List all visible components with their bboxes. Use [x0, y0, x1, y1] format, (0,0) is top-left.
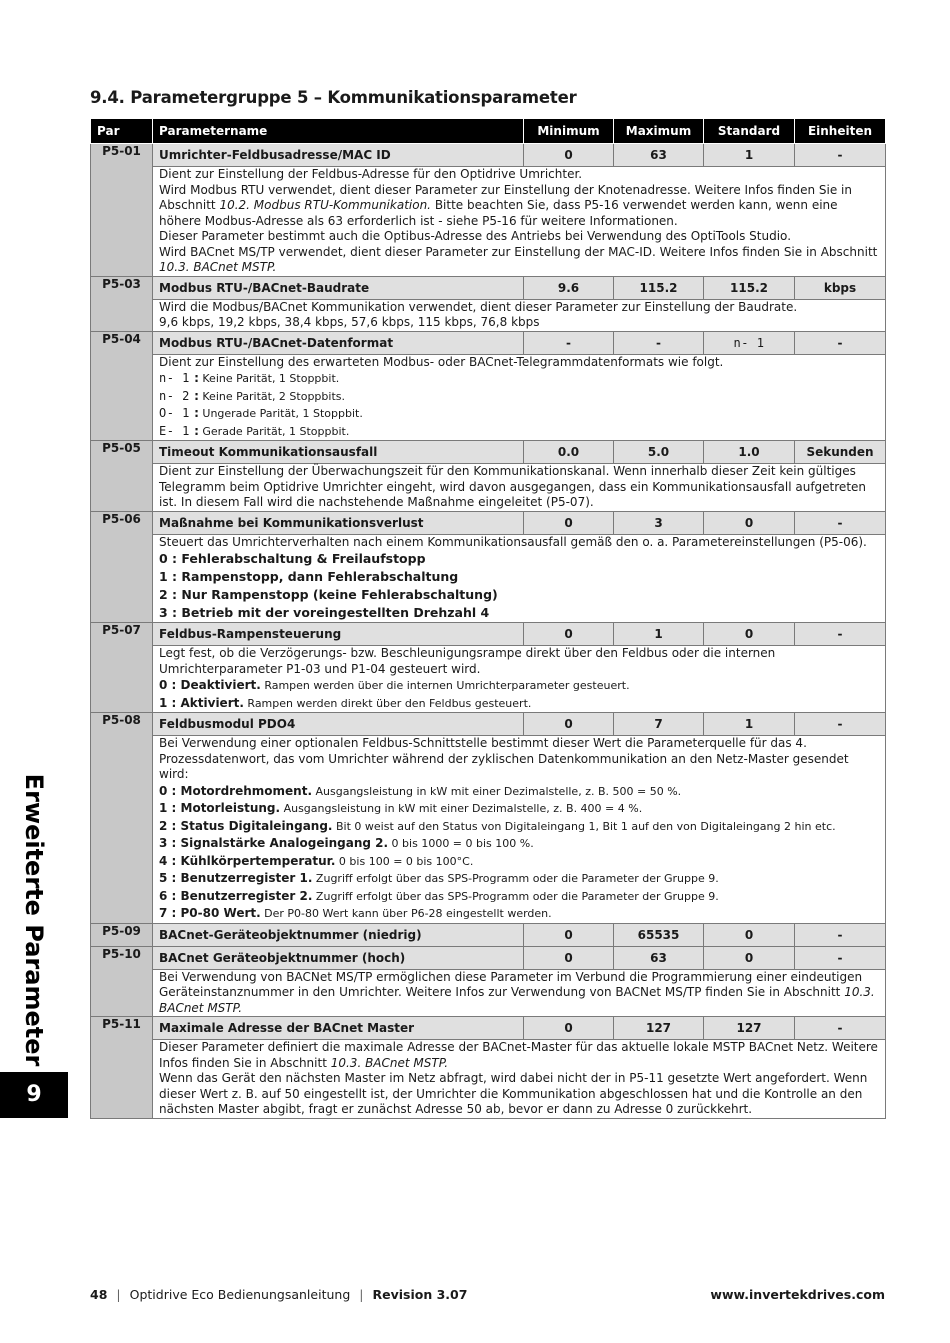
param-unit: - — [795, 144, 886, 167]
param-unit: - — [795, 511, 886, 534]
param-min: 0.0 — [524, 441, 614, 464]
page-number: 48 — [90, 1287, 108, 1302]
table-row — [91, 464, 886, 512]
param-default: 0 — [704, 946, 795, 969]
option-item: 5 : Benutzerregister 1. Zugriff erfolgt über das SPS-Programm oder die Parameter der Gruppe 9. — [159, 871, 719, 885]
param-min: 0 — [524, 144, 614, 167]
desc-line: Dient zur Einstellung des erwarteten Modbus- oder BACnet-Telegrammdatenformats wie folgt. — [159, 354, 724, 369]
option-item: O- 1 : Ungerade Parität, 1 Stoppbit. — [159, 406, 363, 420]
param-default: n- 1 — [704, 331, 795, 354]
param-default: 1 — [704, 144, 795, 167]
option-item: 1 : Rampenstopp, dann Fehlerabschaltung — [159, 569, 459, 584]
param-max: 5.0 — [614, 441, 704, 464]
param-min: - — [524, 331, 614, 354]
param-max: - — [614, 331, 704, 354]
param-description — [153, 299, 886, 331]
param-default: 0 — [704, 623, 795, 646]
col-par: Par — [91, 119, 153, 144]
website-link[interactable]: www.invertekdrives.com — [710, 1287, 885, 1302]
param-max: 3 — [614, 511, 704, 534]
col-standard: Standard — [704, 119, 795, 144]
param-unit: - — [795, 623, 886, 646]
param-min: 0 — [524, 713, 614, 736]
table-row — [91, 969, 886, 1017]
table-row — [91, 713, 886, 736]
side-chapter-title: Erweiterte Parameter — [20, 773, 48, 1067]
col-maximum: Maximum — [614, 119, 704, 144]
table-row — [91, 441, 886, 464]
param-default: 115.2 — [704, 276, 795, 299]
param-max: 65535 — [614, 923, 704, 946]
option-item: 0 : Motordrehmoment. Ausgangsleistung in kW mit einer Dezimalstelle, z. B. 500 = 50 %. — [159, 783, 682, 798]
param-unit: - — [795, 331, 886, 354]
param-default: 1.0 — [704, 441, 795, 464]
table-row — [91, 923, 886, 946]
table-row — [91, 623, 886, 646]
param-description — [153, 354, 886, 441]
param-name: Modbus RTU-/BACnet-Datenformat — [153, 331, 524, 354]
param-id: P5-07 — [91, 623, 153, 713]
table-row — [91, 1017, 886, 1040]
param-name: Maximale Adresse der BACnet Master — [153, 1017, 524, 1040]
param-id: P5-11 — [91, 1017, 153, 1119]
option-item: 2 : Nur Rampenstopp (keine Fehlerabschaltung) — [159, 587, 498, 602]
param-default: 0 — [704, 511, 795, 534]
table-row — [91, 299, 886, 331]
param-name: Modbus RTU-/BACnet-Baudrate — [153, 276, 524, 299]
table-row — [91, 736, 886, 924]
param-max: 63 — [614, 946, 704, 969]
desc-line: Bei Verwendung von BACNet MS/TP ermöglichen diese Parameter im Verbund die Programmierung einer eindeutigen Geräteinstanznummer in den Umrichter. Weitere Infos zur Verwendung von BACNet MS/TP finden Sie in Abschnitt 10.3. BACnet MSTP. — [159, 969, 875, 1015]
table-row — [91, 331, 886, 354]
param-id: P5-10 — [91, 946, 153, 1017]
param-id: P5-06 — [91, 511, 153, 623]
param-description — [153, 464, 886, 512]
param-name: Feldbusmodul PDO4 — [153, 713, 524, 736]
option-item: E- 1 : Gerade Parität, 1 Stoppbit. — [159, 423, 350, 438]
param-min: 0 — [524, 1017, 614, 1040]
desc-line: Legt fest, ob die Verzögerungs- bzw. Beschleunigungsrampe direkt über den Feldbus oder die internen Umrichterparameter P1-03 und P1-04 gesteuert wird. — [159, 646, 776, 676]
param-min: 0 — [524, 923, 614, 946]
option-item: 0 : Fehlerabschaltung & Freilaufstopp — [159, 551, 426, 566]
desc-line: Dient zur Einstellung der Überwachungszeit für den Kommunikationskanal. Wenn innerhalb dieser Zeit kein gültiges Telegramm beim Optidrive Umrichter eingeht, wird davon ausgegangen, dass ein Kommunikationsausfall aufgetreten ist. In diesem Fall wird die nachstehende Maßnahme eingeleitet (P5-07). — [159, 464, 867, 509]
revision: Revision 3.07 — [372, 1287, 468, 1302]
document-title: Optidrive Eco Bedienungsanleitung — [129, 1287, 351, 1302]
param-min: 9.6 — [524, 276, 614, 299]
param-id: P5-09 — [91, 923, 153, 946]
col-einheiten: Einheiten — [795, 119, 886, 144]
desc-line: Bei Verwendung einer optionalen Feldbus-Schnittstelle bestimmt dieser Wert die Parameterquelle für das 4. Prozessdatenwort, das vom Umrichter während der zyklischen Datenkommunikation an den Netz-Master gesendet wird: — [159, 736, 849, 781]
option-item: 7 : P0-80 Wert. Der P0-80 Wert kann über P6-28 eingestellt werden. — [159, 906, 552, 920]
param-min: 0 — [524, 623, 614, 646]
option-item: 4 : Kühlkörpertemperatur. 0 bis 100 = 0 bis 100°C. — [159, 853, 474, 868]
parameter-table — [90, 118, 886, 1119]
desc-line: Dieser Parameter bestimmt auch die Optibus-Adresse des Antriebs bei Verwendung des OptiTools Studio. — [159, 229, 792, 243]
param-id: P5-03 — [91, 276, 153, 331]
param-min: 0 — [524, 946, 614, 969]
option-item: 1 : Motorleistung. Ausgangsleistung in kW mit einer Dezimalstelle, z. B. 400 = 4 %. — [159, 801, 643, 815]
table-row — [91, 276, 886, 299]
table-row — [91, 946, 886, 969]
param-max: 1 — [614, 623, 704, 646]
param-description — [153, 646, 886, 713]
param-unit: - — [795, 1017, 886, 1040]
table-row — [91, 144, 886, 167]
param-default: 0 — [704, 923, 795, 946]
desc-line: Wird Modbus RTU verwendet, dient dieser Parameter zur Einstellung der Knotenadresse. Weitere Infos finden Sie in Abschnitt 10.2. Modbus RTU-Kommunikation. Bitte beachten Sie, dass P5-16 verwendet werden kann, wenn eine höhere Modbus-Adresse als 63 erforderlich ist - siehe P5-16 für weitere Informationen. — [159, 182, 852, 228]
param-default: 1 — [704, 713, 795, 736]
param-id: P5-04 — [91, 331, 153, 441]
param-name: Umrichter-Feldbusadresse/MAC ID — [153, 144, 524, 167]
param-unit: - — [795, 946, 886, 969]
option-item: 6 : Benutzerregister 2. Zugriff erfolgt über das SPS-Programm oder die Parameter der Gruppe 9. — [159, 888, 719, 903]
table-header-row — [91, 119, 886, 144]
desc-line: Wird BACnet MS/TP verwendet, dient dieser Parameter zur Einstellung der MAC-ID. Weitere Infos finden Sie in Abschnitt 10.3. BACnet MSTP. — [159, 244, 878, 274]
param-description — [153, 167, 886, 277]
param-id: P5-08 — [91, 713, 153, 924]
param-id: P5-01 — [91, 144, 153, 277]
option-item: 0 : Deaktiviert. Rampen werden über die internen Umrichterparameter gesteuert. — [159, 678, 630, 692]
param-max: 127 — [614, 1017, 704, 1040]
option-item: n- 1 : Keine Parität, 1 Stoppbit. — [159, 371, 340, 385]
col-minimum: Minimum — [524, 119, 614, 144]
param-name: Timeout Kommunikationsausfall — [153, 441, 524, 464]
param-min: 0 — [524, 511, 614, 534]
desc-line: 9,6 kbps, 19,2 kbps, 38,4 kbps, 57,6 kbps, 115 kbps, 76,8 kbps — [159, 315, 540, 329]
table-row — [91, 1040, 886, 1119]
table-row — [91, 511, 886, 534]
desc-line: Wird die Modbus/BACnet Kommunikation verwendet, dient dieser Parameter zur Einstellung der Baudrate. — [159, 299, 798, 314]
param-name: Maßnahme bei Kommunikationsverlust — [153, 511, 524, 534]
param-name: BACnet-Geräteobjektnummer (niedrig) — [153, 923, 524, 946]
col-parametername: Parametername — [153, 119, 524, 144]
desc-line: Wenn das Gerät den nächsten Master im Netz abfragt, wird dabei nicht der in P5-11 gesetzte Wert angefordert. Wenn dieser Wert z. B. auf 50 eingestellt ist, der Umrichter die Kommunikation abgeschlossen hat und die Kontrolle an den nächsten Master abgibt, fragt er zunächst Adresse 50 ab, bevor er dann zu Adresse 0 zurückkehrt. — [159, 1071, 868, 1116]
param-max: 7 — [614, 713, 704, 736]
param-name: Feldbus-Rampensteuerung — [153, 623, 524, 646]
param-description — [153, 969, 886, 1017]
chapter-number-badge: 9 — [0, 1072, 68, 1118]
param-default: 127 — [704, 1017, 795, 1040]
option-item: n- 2 : Keine Parität, 2 Stoppbits. — [159, 388, 345, 403]
option-item: 3 : Betrieb mit der voreingestellten Drehzahl 4 — [159, 605, 490, 620]
option-item: 3 : Signalstärke Analogeingang 2. 0 bis 1000 = 0 bis 100 %. — [159, 836, 534, 850]
param-max: 63 — [614, 144, 704, 167]
desc-line: Dient zur Einstellung der Feldbus-Adresse für den Optidrive Umrichter. — [159, 167, 583, 181]
param-max: 115.2 — [614, 276, 704, 299]
option-item: 1 : Aktiviert. Rampen werden direkt über den Feldbus gesteuert. — [159, 695, 532, 710]
param-name: BACnet Geräteobjektnummer (hoch) — [153, 946, 524, 969]
param-description — [153, 1040, 886, 1119]
param-description — [153, 736, 886, 924]
desc-line: Steuert das Umrichterverhalten nach einem Kommunikationsausfall gemäß den o. a. Parametereinstellungen (P5-06). — [159, 534, 867, 549]
param-unit: - — [795, 923, 886, 946]
desc-line: Dieser Parameter definiert die maximale Adresse der BACnet-Master für das aktuelle lokale MSTP BACnet Netz. Weitere Infos finden Sie in Abschnitt 10.3. BACnet MSTP. — [159, 1040, 878, 1070]
table-row — [91, 534, 886, 623]
param-unit: - — [795, 713, 886, 736]
option-item: 2 : Status Digitaleingang. Bit 0 weist auf den Status von Digitaleingang 1, Bit 1 auf den von Digitaleingang 2 hin etc. — [159, 818, 836, 833]
table-row — [91, 646, 886, 713]
param-unit: Sekunden — [795, 441, 886, 464]
param-description — [153, 534, 886, 623]
section-heading: 9.4. Parametergruppe 5 – Kommunikationsparameter — [90, 88, 577, 107]
table-row — [91, 167, 886, 277]
param-id: P5-05 — [91, 441, 153, 512]
table-row — [91, 354, 886, 441]
param-unit: kbps — [795, 276, 886, 299]
